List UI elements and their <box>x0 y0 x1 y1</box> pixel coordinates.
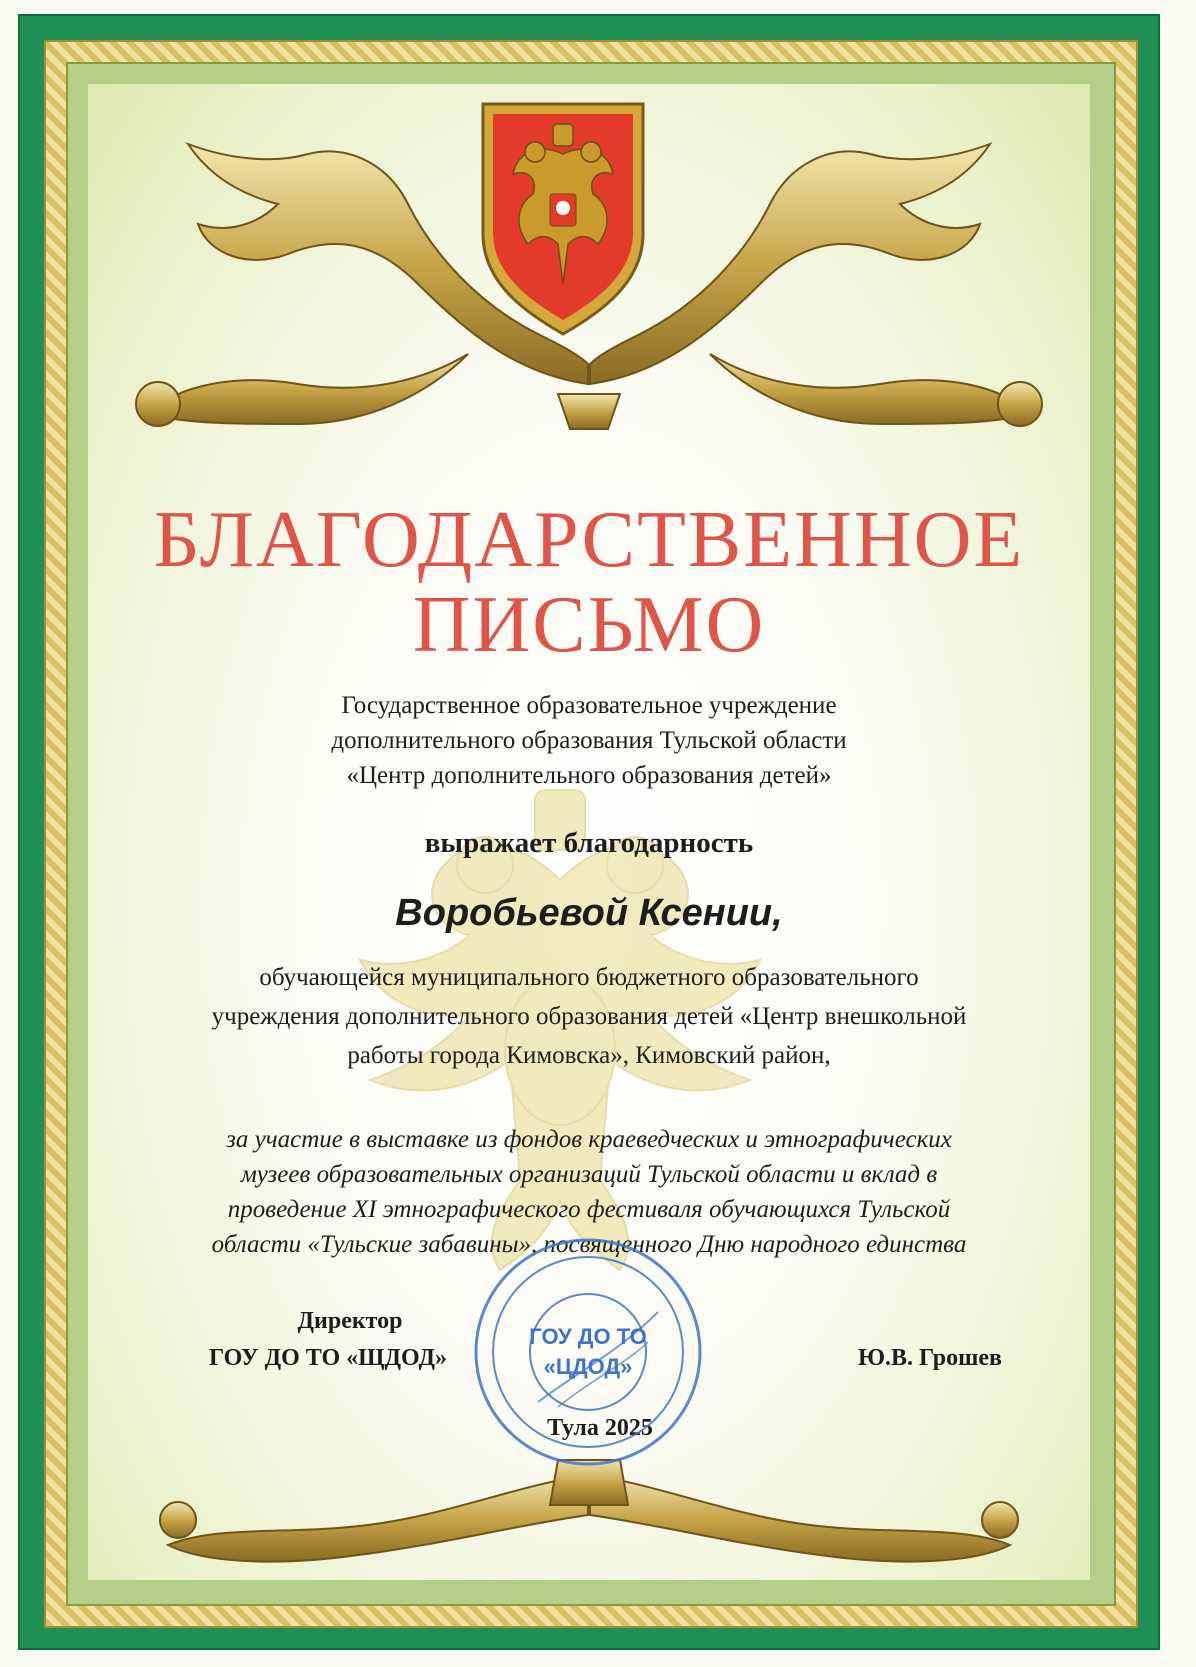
organization-line: Государственное образовательное учреждение <box>341 692 837 719</box>
stamp-text-line1: ГОУ ДО ТО <box>529 1324 647 1349</box>
student-info-line: учреждения дополнительного образования детей «Центр внешкольной <box>211 1003 967 1030</box>
reason-line: за участие в выставке из фондов краеведческих и этнографических <box>226 1126 952 1153</box>
reason-line: проведение XI этнографического фестиваля обучающихся Тульской <box>227 1196 951 1223</box>
issuing-organization <box>88 688 1090 793</box>
city-year: Тула 2025 <box>547 1415 653 1441</box>
director-title: Директор <box>297 1308 403 1334</box>
director-name: Ю.В. Грошев <box>857 1345 1002 1371</box>
certificate-title-line2: ПИСЬМО <box>412 581 766 669</box>
certificate-title-line1: БЛАГОДАРСТВЕННОЕ <box>153 496 1025 584</box>
student-info-line: работы города Кимовска», Кимовский район, <box>347 1042 831 1069</box>
stamp-text-line2: «ЦДОД» <box>543 1354 633 1379</box>
expresses-gratitude: выражает благодарность <box>424 827 754 859</box>
recipient-name: Воробьевой Ксении, <box>395 892 783 934</box>
official-stamp <box>468 1232 708 1472</box>
organization-line: «Центр дополнительного образования детей» <box>346 762 832 789</box>
coat-of-arms-icon <box>483 104 643 334</box>
director-organization: ГОУ ДО ТО «ЩДОД» <box>209 1345 447 1371</box>
reason-line: области «Тульские забавины», посвященного Дню народного единства <box>211 1231 967 1258</box>
organization-line: дополнительного образования Тульской области <box>331 727 847 754</box>
reason-line: музеев образовательных организаций Тульской области и вклад в <box>240 1161 938 1188</box>
top-ornament <box>88 84 1090 464</box>
stamp-seal-icon <box>468 1232 708 1472</box>
student-info <box>88 958 1090 1075</box>
student-info-line: обучающейся муниципального бюджетного образовательного <box>259 964 919 991</box>
